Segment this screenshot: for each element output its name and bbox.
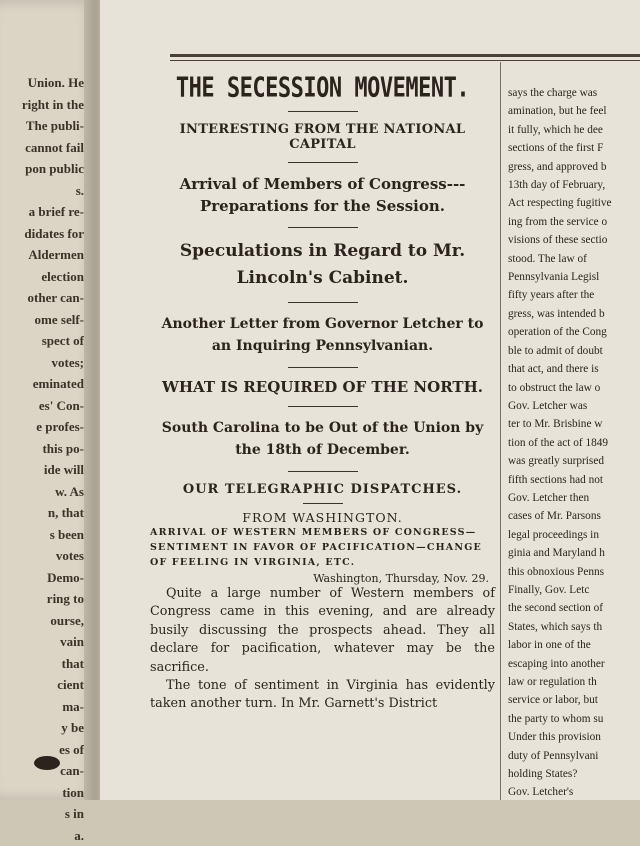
left-column-line: election [0,266,84,288]
right-column-line: says the charge was [508,84,640,102]
left-column-line: other can- [0,287,84,309]
left-column-line: es of [0,739,84,761]
paragraph-1: Quite a large number of Western members of Congress came in this evening, and are already busily discussing the prospects ahead. They all declare for pacification, whatever may be the sacrifice. [150,585,495,677]
deck-6: South Carolina to be Out of the Union by the 18th of December. [150,417,495,461]
right-column-line: gress, and approved b [508,158,640,176]
right-column-line: the party to whom su [508,710,640,728]
left-column-line: this po- [0,438,84,460]
left-column-line: ma- [0,696,84,718]
right-column-line: ter to Mr. Brisbine w [508,415,640,433]
right-column-line: was greatly surprised [508,452,640,470]
right-column-line: ing from the service o [508,213,640,231]
right-column-line: service or labor, but [508,691,640,709]
right-column-line: 13th day of February, [508,176,640,194]
top-rule [170,54,640,57]
right-column-line: sections of the first F [508,139,640,157]
left-column-line: w. As [0,481,84,503]
right-column-line: duty of Pennsylvani [508,747,640,765]
right-column-line: this obnoxious Penns [508,563,640,581]
right-column-line: that act, and there is [508,360,640,378]
left-column-line: a brief re- [0,201,84,223]
right-column-line: ble to admit of doubt [508,342,640,360]
left-column-line: es' Con- [0,395,84,417]
from-line: FROM WASHINGTON. [150,510,495,525]
divider [288,162,358,163]
left-column-line: pon public [0,158,84,180]
left-column-line: votes; [0,352,84,374]
divider [288,367,358,368]
left-column-line: e profes- [0,416,84,438]
right-column-line: fifth sections had not [508,471,640,489]
left-column-line: ourse, [0,610,84,632]
left-column-line: Aldermen [0,244,84,266]
left-column-line: s been [0,524,84,546]
main-article [150,62,495,714]
right-column-line: Finally, Gov. Letc [508,581,640,599]
left-column-line: vain [0,631,84,653]
right-column-line: it fully, which he dee [508,121,640,139]
left-column-line: ome self- [0,309,84,331]
deck-1: INTERESTING FROM THE NATIONAL CAPITAL [150,122,495,152]
right-column-line: fifty years after the [508,286,640,304]
right-column-line: operation of the Cong [508,323,640,341]
left-column-line: tion [0,782,84,804]
right-column-line: Gov. Letcher was [508,397,640,415]
deck-7: OUR TELEGRAPHIC DISPATCHES. [150,482,495,497]
divider [288,111,358,112]
left-column-text [0,72,84,846]
right-column-line: to obstruct the law o [508,379,640,397]
left-column-line: Demo- [0,567,84,589]
deck-4: Another Letter from Governor Letcher to an Inquiring Pennsylvanian. [150,313,495,357]
left-column-line: votes [0,545,84,567]
deck-5: WHAT IS REQUIRED OF THE NORTH. [150,378,495,396]
left-column-line: y be [0,717,84,739]
right-column-line: labor in one of the [508,636,640,654]
divider [303,503,343,504]
column-separator [500,62,501,800]
right-column-line: tion of the act of 1849 [508,434,640,452]
right-column-line: the second section of [508,599,640,617]
left-column-line: cannot fail [0,137,84,159]
left-column-line: s in [0,803,84,825]
headline: THE SECESSION MOVEMENT. [150,73,495,104]
divider [288,471,358,472]
paragraph-2: The tone of sentiment in Virginia has evidently taken another turn. In Mr. Garnett's District [150,677,495,714]
right-column-line: Under this provision [508,728,640,746]
right-column-line: legal proceedings in [508,526,640,544]
left-column-line: that [0,653,84,675]
right-column-line: gress, was intended b [508,305,640,323]
left-column-line: can- [0,760,84,782]
divider [288,302,358,303]
top-rule-thin [170,60,640,61]
left-column-line: n, that [0,502,84,524]
right-column-line: amination, but he feel [508,102,640,120]
left-column-line: right in the [0,94,84,116]
left-column-line: ring to [0,588,84,610]
left-column-line: a. [0,825,84,846]
right-column-line: Gov. Letcher's [508,783,640,801]
right-column-line: Pennsylvania Legisl [508,268,640,286]
left-column-line: Union. He [0,72,84,94]
dateline: Washington, Thursday, Nov. 29. [150,572,495,585]
subhead: ARRIVAL OF WESTERN MEMBERS OF CONGRESS—SENTIMENT IN FAVOR OF PACIFICATION—CHANGE OF FEELING IN VIRGINIA, ETC. [150,525,495,570]
left-column-line: The publi- [0,115,84,137]
right-column-line: States, which says th [508,618,640,636]
left-column-line: s. [0,180,84,202]
deck-3: Speculations in Regard to Mr. Lincoln's Cabinet. [150,238,495,292]
left-column-line: eminated [0,373,84,395]
right-column-text [508,84,640,802]
right-column-line: escaping into another [508,655,640,673]
divider [288,227,358,228]
left-column-line: ide will [0,459,84,481]
divider [288,406,358,407]
left-column-line: cient [0,674,84,696]
left-column-line: didates for [0,223,84,245]
right-column-line: cases of Mr. Parsons [508,507,640,525]
right-column-line: ginia and Maryland h [508,544,640,562]
right-column-line: Act respecting fugitive [508,194,640,212]
right-column-line: law or regulation th [508,673,640,691]
left-column-line: spect of [0,330,84,352]
ink-stain [34,756,60,770]
deck-2: Arrival of Members of Congress---Preparations for the Session. [150,173,495,217]
right-column-line: holding States? [508,765,640,783]
right-column-line: stood. The law of [508,250,640,268]
right-column-line: visions of these sectio [508,231,640,249]
right-column-line: Gov. Letcher then [508,489,640,507]
